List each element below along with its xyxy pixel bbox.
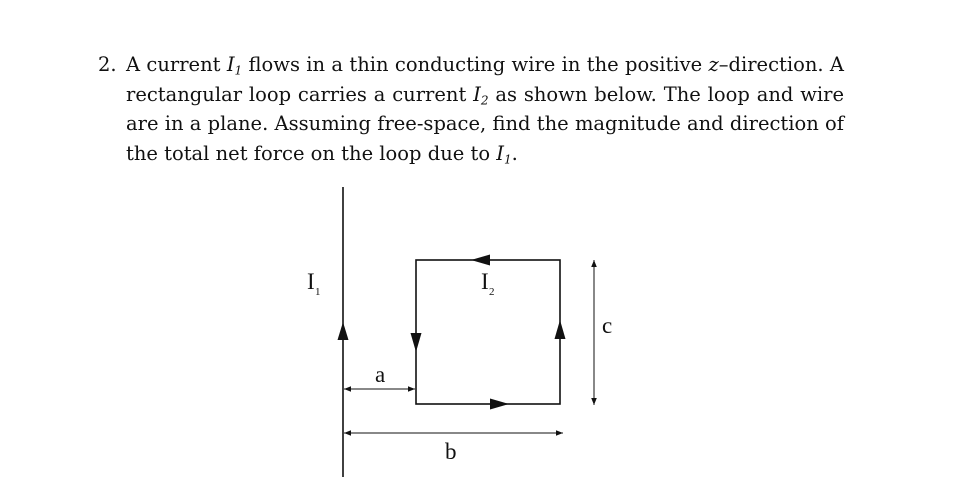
loop-top-arrow bbox=[471, 255, 490, 266]
text-segment-4: as shown below. The loop and wire are in a plane. Assuming free-space, find the magnitude and direction of the total net force on the loop due to bbox=[126, 82, 844, 165]
current-symbol-letter: I bbox=[473, 82, 481, 106]
wire-current-label: I bbox=[307, 269, 315, 294]
current-symbol-letter: I bbox=[226, 53, 235, 76]
dimension-b-label: b bbox=[445, 439, 457, 464]
loop-right-arrow bbox=[555, 320, 566, 339]
problem-number: 2. bbox=[98, 53, 117, 76]
dimension-c-label: c bbox=[602, 313, 613, 338]
wire-current-subscript: 1 bbox=[315, 286, 321, 298]
current-subscript-1: 1 bbox=[234, 63, 243, 78]
text-segment-5: . bbox=[511, 141, 518, 165]
text-segment-2: flows in a thin conducting wire in the positive bbox=[242, 53, 709, 76]
z-symbol: z bbox=[708, 53, 719, 76]
text-segment-1: A current bbox=[126, 53, 227, 76]
dimension-a-label: a bbox=[375, 362, 386, 387]
text-segment-3: –direction. A rectangular loop carries a current bbox=[126, 53, 845, 106]
current-symbol-letter: I bbox=[496, 141, 504, 165]
loop-bottom-arrow bbox=[490, 399, 509, 410]
loop-current-label: I bbox=[481, 269, 489, 294]
current-subscript-1: 1 bbox=[503, 151, 512, 166]
loop-left-arrow bbox=[411, 333, 422, 352]
wire-current-arrow bbox=[338, 322, 349, 340]
current-subscript-2: 2 bbox=[480, 92, 489, 107]
loop-current-subscript: 2 bbox=[489, 286, 495, 298]
